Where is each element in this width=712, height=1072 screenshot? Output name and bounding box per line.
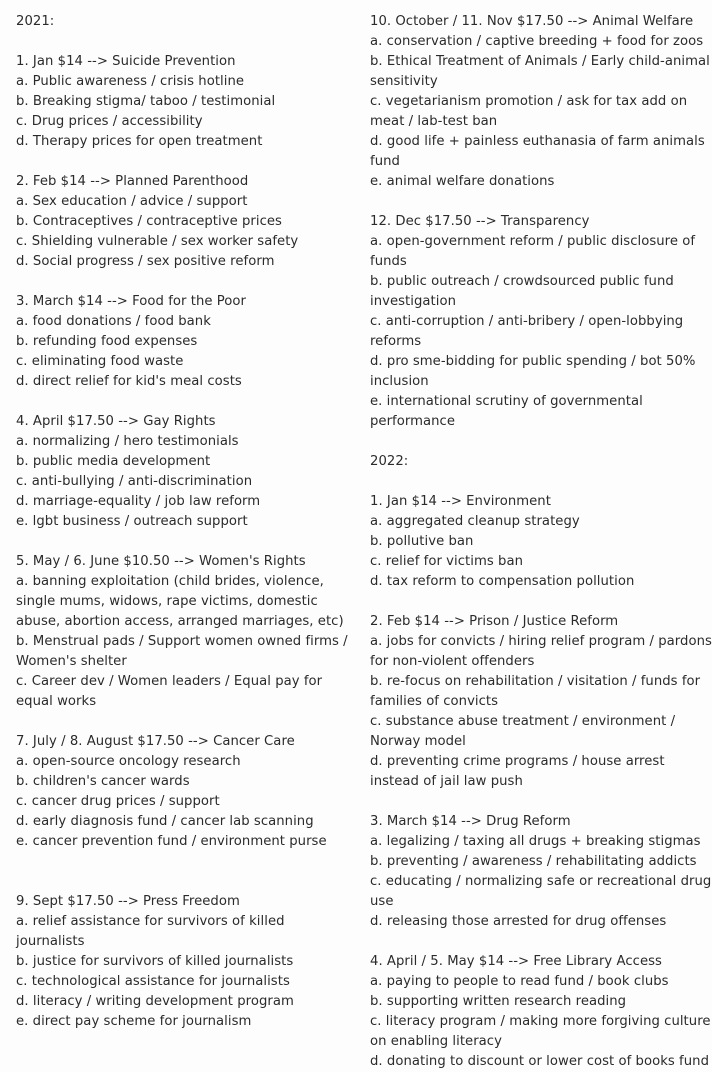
entry-item: b. Contraceptives / contraceptive prices — [16, 214, 282, 229]
entry-item: c. anti-corruption / anti-bribery / open-lobbying reforms — [370, 314, 684, 349]
entry-title: 1. Jan $14 --> Suicide Prevention — [16, 54, 236, 69]
entry-item: b. public outreach / crowdsourced public fund investigation — [370, 274, 674, 309]
entry-item: e. international scrutiny of governmental performance — [370, 394, 643, 429]
entry-item: c. literacy program / making more forgiving culture on enabling literacy — [370, 1014, 711, 1049]
entry-item: e. cancer prevention fund / environment purse — [16, 834, 327, 849]
entry-item: a. food donations / food bank — [16, 314, 211, 329]
entry-item: e. animal welfare donations — [370, 174, 555, 189]
entry-item: c. Drug prices / accessibility — [16, 114, 203, 129]
blank-line — [16, 712, 352, 732]
entry-item: d. literacy / writing development program — [16, 994, 294, 1009]
entry-title: 10. October / 11. Nov $17.50 --> Animal Welfare — [370, 14, 694, 29]
entry-item: c. cancer drug prices / support — [16, 794, 220, 809]
entry-item: a. paying to people to read fund / book clubs — [370, 974, 669, 989]
entry-item: a. banning exploitation (child brides, violence, single mums, widows, rape victims, domestic abuse, abortion access, arranged marriages, etc) — [16, 574, 344, 629]
entry-item: c. anti-bullying / anti-discrimination — [16, 474, 253, 489]
year-heading: 2022: — [370, 454, 409, 469]
blank-line — [370, 472, 712, 492]
entry-item: e. lgbt business / outreach support — [16, 514, 248, 529]
entry-item: d. good life + painless euthanasia of farm animals fund — [370, 134, 705, 169]
entry-item: c. eliminating food waste — [16, 354, 184, 369]
blank-line — [370, 932, 712, 952]
blank-line — [16, 272, 352, 292]
entry-item: a. normalizing / hero testimonials — [16, 434, 239, 449]
blank-line — [16, 532, 352, 552]
entry-item: c. vegetarianism promotion / ask for tax add on meat / lab-test ban — [370, 94, 688, 129]
entry-item: b. refunding food expenses — [16, 334, 198, 349]
entry-title: 9. Sept $17.50 --> Press Freedom — [16, 894, 240, 909]
entry-item: b. Breaking stigma/ taboo / testimonial — [16, 94, 276, 109]
entry-item: d. releasing those arrested for drug offenses — [370, 914, 667, 929]
entry-title: 12. Dec $17.50 --> Transparency — [370, 214, 590, 229]
entry-title: 1. Jan $14 --> Environment — [370, 494, 551, 509]
entry-item: d. marriage-equality / job law reform — [16, 494, 261, 509]
entry-item: b. pollutive ban — [370, 534, 474, 549]
entry-item: a. open-government reform / public disclosure of funds — [370, 234, 696, 269]
entry-item: b. re-focus on rehabilitation / visitation / funds for families of convicts — [370, 674, 701, 709]
entry-item: d. early diagnosis fund / cancer lab scanning — [16, 814, 314, 829]
blank-line — [16, 152, 352, 172]
entry-item: c. educating / normalizing safe or recreational drug use — [370, 874, 712, 909]
entry-item: b. children's cancer wards — [16, 774, 190, 789]
entry-item: c. Career dev / Women leaders / Equal pay for equal works — [16, 674, 323, 709]
entry-item: a. open-source oncology research — [16, 754, 241, 769]
blank-line — [370, 432, 712, 452]
entry-item: a. Sex education / advice / support — [16, 194, 248, 209]
entry-title: 4. April $17.50 --> Gay Rights — [16, 414, 216, 429]
entry-item: c. relief for victims ban — [370, 554, 524, 569]
entry-item: b. Menstrual pads / Support women owned firms / Women's shelter — [16, 634, 348, 669]
entry-item: a. legalizing / taxing all drugs + breaking stigmas — [370, 834, 701, 849]
blank-line — [370, 792, 712, 812]
entry-title: 4. April / 5. May $14 --> Free Library Access — [370, 954, 662, 969]
left-text-column — [16, 12, 364, 1032]
blank-line — [370, 592, 712, 612]
year-heading: 2021: — [16, 14, 55, 29]
entry-title: 2. Feb $14 --> Planned Parenthood — [16, 174, 249, 189]
entry-item: c. technological assistance for journalists — [16, 974, 290, 989]
entry-item: d. Therapy prices for open treatment — [16, 134, 263, 149]
entry-item: a. conservation / captive breeding + food for zoos — [370, 34, 704, 49]
blank-line — [16, 32, 352, 52]
entry-item: d. tax reform to compensation pollution — [370, 574, 635, 589]
entry-item: d. Social progress / sex positive reform — [16, 254, 275, 269]
entry-item: b. public media development — [16, 454, 211, 469]
blank-line — [370, 192, 712, 212]
entry-item: d. preventing crime programs / house arrest instead of jail law push — [370, 754, 665, 789]
entry-item: b. justice for survivors of killed journalists — [16, 954, 294, 969]
right-text-column — [364, 12, 712, 1072]
entry-item: a. aggregated cleanup strategy — [370, 514, 580, 529]
blank-line — [16, 392, 352, 412]
entry-title: 7. July / 8. August $17.50 --> Cancer Care — [16, 734, 295, 749]
entry-item: d. donating to discount or lower cost of books fund — [370, 1054, 709, 1069]
entry-title: 3. March $14 --> Food for the Poor — [16, 294, 247, 309]
entry-item: b. supporting written research reading — [370, 994, 627, 1009]
entry-item: c. Shielding vulnerable / sex worker safety — [16, 234, 299, 249]
entry-item: d. direct relief for kid's meal costs — [16, 374, 242, 389]
entry-item: a. relief assistance for survivors of killed journalists — [16, 914, 285, 949]
entry-item: b. preventing / awareness / rehabilitating addicts — [370, 854, 697, 869]
entry-item: a. Public awareness / crisis hotline — [16, 74, 245, 89]
entry-title: 3. March $14 --> Drug Reform — [370, 814, 571, 829]
entry-item: c. substance abuse treatment / environment / Norway model — [370, 714, 676, 749]
entry-item: e. direct pay scheme for journalism — [16, 1014, 252, 1029]
entry-title: 2. Feb $14 --> Prison / Justice Reform — [370, 614, 619, 629]
entry-item: a. jobs for convicts / hiring relief program / pardons for non-violent offenders — [370, 634, 712, 669]
entry-item: d. pro sme-bidding for public spending / bot 50% inclusion — [370, 354, 696, 389]
entry-item: b. Ethical Treatment of Animals / Early child-animal sensitivity — [370, 54, 710, 89]
blank-line — [16, 852, 352, 892]
entry-title: 5. May / 6. June $10.50 --> Women's Rights — [16, 554, 306, 569]
